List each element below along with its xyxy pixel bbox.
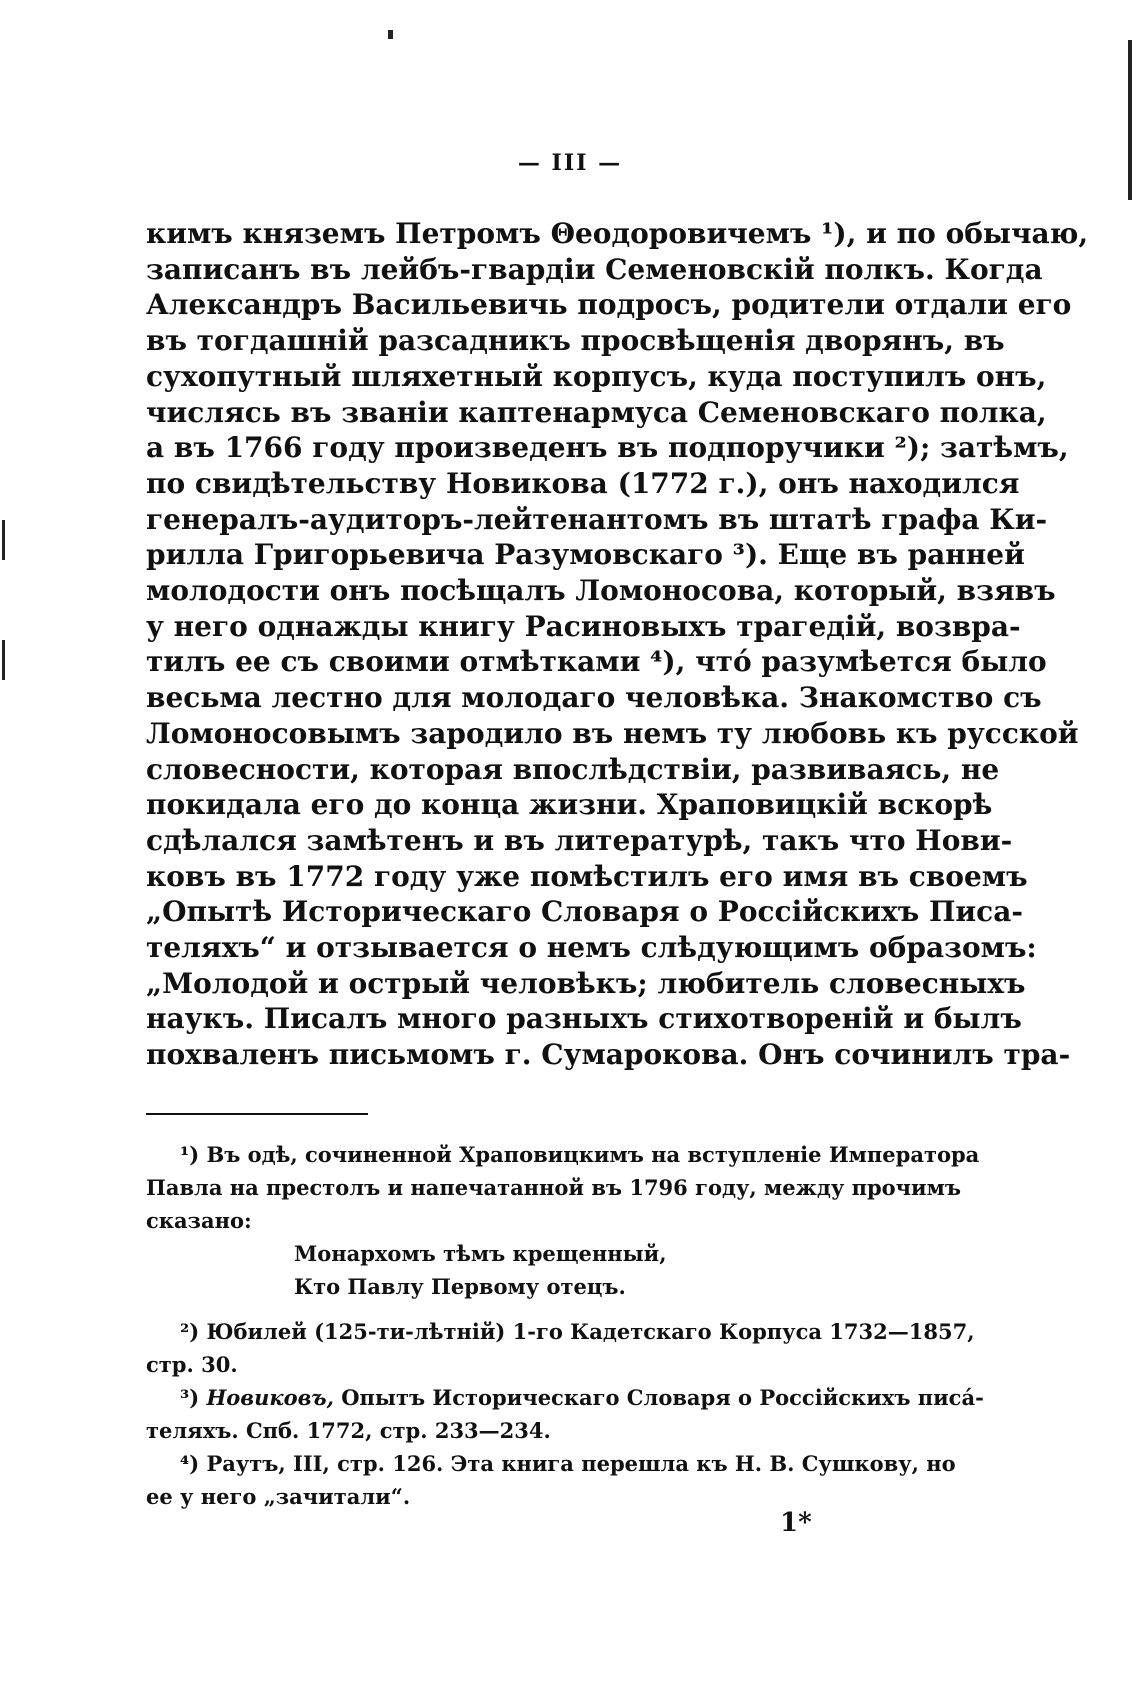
text-line: „Молодой и острый человѣкъ; любитель словесныхъ — [146, 966, 1026, 1000]
text-line: Ломоносовымъ зародило въ немъ ту любовь къ русской — [146, 716, 1079, 750]
text-line: молодости онъ посѣщалъ Ломоносова, который, взявъ — [146, 574, 1056, 608]
footnotes — [146, 1138, 984, 1513]
text-line: сухопутный шляхетный корпусъ, куда поступилъ онъ, — [146, 359, 1047, 393]
text-line: рилла Григорьевича Разумовскаго ³). Еще въ ранней — [146, 538, 1025, 572]
footnote-line: Павла на престолъ и напечатанной въ 1796 году, между прочимъ — [146, 1175, 961, 1200]
footnote-line: ⁴) Раутъ, III, стр. 126. Эта книга перешла къ Н. В. Сушкову, но — [180, 1451, 956, 1476]
text-line: у него однажды книгу Расиновыхъ трагедій, возвра- — [146, 609, 1021, 643]
text-line: похваленъ письмомъ г. Сумарокова. Онъ сочинилъ тра- — [146, 1038, 1071, 1072]
text-line: по свидѣтельству Новикова (1772 г.), онъ находился — [146, 466, 1020, 500]
text-line: сдѣлался замѣтенъ и въ литературѣ, такъ что Нови- — [146, 823, 1013, 857]
footnote-line: ²) Юбилей (125-ти-лѣтній) 1-го Кадетскаго Корпуса 1732—1857, — [180, 1319, 975, 1344]
text-line: покидала его до конца жизни. Храповицкій вскорѣ — [146, 788, 993, 822]
text-line: Александръ Васильевичь подросъ, родители отдали его — [146, 288, 1072, 322]
text-line: весьма лестно для молодаго человѣка. Знакомство съ — [146, 681, 1042, 715]
footnote-gap — [146, 1303, 881, 1315]
scan-edge-mark — [1128, 40, 1132, 200]
footnote-line: сказано: — [146, 1208, 252, 1233]
scan-speck — [388, 30, 393, 39]
text-line: въ тогдашній разсадникъ просвѣщенія дворянъ, въ — [146, 324, 1005, 358]
text-line: записанъ въ лейбъ-гвардіи Семеновскій полкъ. Когда — [146, 252, 1043, 286]
footnote-line: ¹) Въ одѣ, сочиненной Храповицкимъ на вступленіе Императора — [180, 1142, 980, 1167]
text-line: ковъ въ 1772 году уже помѣстилъ его имя въ своемъ — [146, 859, 1028, 893]
footnote-author: Новиковъ, — [206, 1385, 334, 1410]
footnote-2 — [146, 1315, 975, 1381]
footnote-4 — [146, 1447, 956, 1513]
verse-line: Кто Павлу Первому отецъ. — [294, 1274, 626, 1299]
text-line: тилъ ее съ своими отмѣтками ⁴), чтó разумѣется было — [146, 645, 1047, 679]
text-line: „Опытѣ Историческаго Словаря о Россійскихъ Писа- — [146, 895, 1023, 929]
footnote-line — [146, 1381, 984, 1414]
footnote-1 — [146, 1138, 980, 1303]
footnote-marker: ³) — [180, 1385, 200, 1410]
text-line: числясь въ званіи каптенармуса Семеновскаго полка, — [146, 395, 1047, 429]
scan-edge-mark — [2, 520, 5, 560]
signature-mark: 1* — [780, 1508, 812, 1538]
text-line: теляхъ“ и отзывается о немъ слѣдующимъ образомъ: — [146, 931, 1037, 965]
text-line: наукъ. Писалъ много разныхъ стихотвореній и былъ — [146, 1002, 1022, 1036]
scan-edge-mark — [2, 640, 5, 680]
footnote-divider — [146, 1113, 368, 1115]
text-line: кимъ княземъ Петромъ Θеодоровичемъ ¹), и по обычаю, — [146, 217, 1089, 250]
main-text — [146, 216, 1089, 1073]
footnote-text: Опытъ Историческаго Словаря о Россійскихъ писá- — [333, 1385, 984, 1410]
text-line: а въ 1766 году произведенъ въ подпоручики ²); затѣмъ, — [146, 431, 1069, 465]
page-number-header: — III — — [517, 150, 623, 176]
verse-line: Монархомъ тѣмъ крещенный, — [294, 1241, 667, 1266]
footnote-line: ее у него „зачитали“. — [146, 1484, 411, 1509]
footnote-line: теляхъ. Спб. 1772, стр. 233—234. — [146, 1418, 551, 1443]
footnote-line: стр. 30. — [146, 1352, 238, 1377]
text-line: словесности, которая впослѣдствіи, развиваясь, не — [146, 752, 1000, 786]
text-line: генералъ-аудиторъ-лейтенантомъ въ штатѣ графа Ки- — [146, 502, 1048, 536]
footnote-3 — [146, 1381, 984, 1447]
